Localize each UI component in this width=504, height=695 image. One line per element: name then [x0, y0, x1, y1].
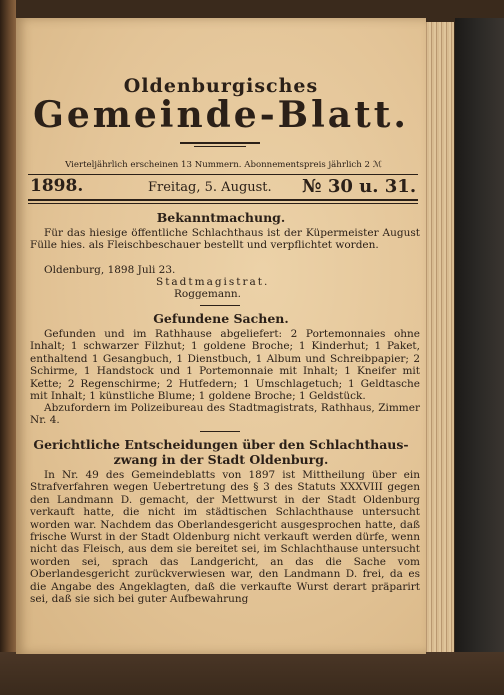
book-cover-bottom [0, 652, 504, 695]
page-edges [424, 22, 454, 652]
section-title-gefundene-sachen: Gefundene Sachen. [153, 311, 289, 326]
bekanntmachung-body: Für das hiesige öffentliche Schlachthaus ist der Küpermeister August Fülle hies. als Fleischbeschauer bestellt und verpflichtet worden. [30, 227, 420, 252]
issue-date: Freitag, 5. August. [148, 180, 272, 195]
section-separator [200, 305, 240, 306]
dateline-rule-bottom-thin [28, 203, 418, 204]
section-separator [200, 431, 240, 432]
section-title-gerichtliche-entscheidungen-2: zwang in der Stadt Oldenburg. [113, 452, 329, 467]
bekanntmachung-place-date: Oldenburg, 1898 Juli 23. [44, 264, 176, 276]
newspaper-page [16, 18, 426, 654]
gefundene-sachen-note: Abzufordern im Polizeibureau des Stadtmagistrats, Rathhaus, Zimmer Nr. 4. [30, 402, 420, 427]
book-cover-right [455, 18, 504, 695]
masthead-title: Gemeinde-Blatt. [33, 94, 409, 136]
bekanntmachung-authority: Stadtmagistrat. [156, 276, 270, 288]
background-left [0, 0, 16, 695]
masthead-rule-thin [194, 146, 246, 147]
dateline-rule-bottom [28, 199, 418, 201]
gefundene-sachen-body: Gefunden und im Rathhause abgeliefert: 2 Portemonnaies ohne Inhalt; 1 schwarzer Filzhut; 1 goldene Broche; 1 Kinderhut; 1 Paket, enthaltend 1 Gesangbuch, 1 Dienstbuch, 1 Album und Schreibpapier; 2 Schirme, 1 Handstock und 1 Portemonnaie mit Inhalt; 1 Kneifer mit Kette; 2 Regenschirme; 2 Hutfedern; 1 Umschlagetuch; 1 Geldtasche mit Inhalt; 1 künstliche Blume; 1 goldene Broche; 1 Geldstück. [30, 328, 420, 403]
gerichtliche-entscheidungen-body: In Nr. 49 des Gemeindeblatts von 1897 ist Mittheilung über ein Strafverfahren wegen Uebertretung des § 3 des Statuts XXXVIII gegen den Landmann D. gemacht, der Mettwurst in der Stadt Oldenburg verkauft hatte, die nicht im städtischen Schlachthause untersucht worden war. Nachdem das Oberlandesgericht ausgesprochen hatte, daß frische Wurst in der Stadt Oldenburg nicht verkauft werden dürfe, wenn nicht das Fleisch, aus dem sie bereitet sei, im Schlachthause untersucht worden sei, sprach das Landgericht, an das die Sache vom Oberlandesgericht zurückverwiesen war, den Landmann D. frei, da es die Angabe des Angeklagten, daß die verkaufte Wurst derart präparirt sei, daß sie sich bei guter Aufbewahrung [30, 469, 420, 606]
section-title-bekanntmachung: Bekanntmachung. [156, 210, 286, 225]
issue-number: № 30 u. 31. [302, 176, 417, 197]
bekanntmachung-signature: Roggemann. [174, 288, 241, 300]
section-title-gerichtliche-entscheidungen: Gerichtliche Entscheidungen über den Schlachthaus- [33, 437, 409, 452]
masthead-rule [180, 142, 260, 144]
dateline-rule-top [28, 174, 418, 175]
subscription-line: Vierteljährlich erscheinen 13 Nummern. Abonnementspreis jährlich 2 ℳ [65, 160, 382, 170]
issue-year: 1898. [30, 176, 84, 196]
masthead-top: Oldenburgisches [123, 75, 319, 97]
